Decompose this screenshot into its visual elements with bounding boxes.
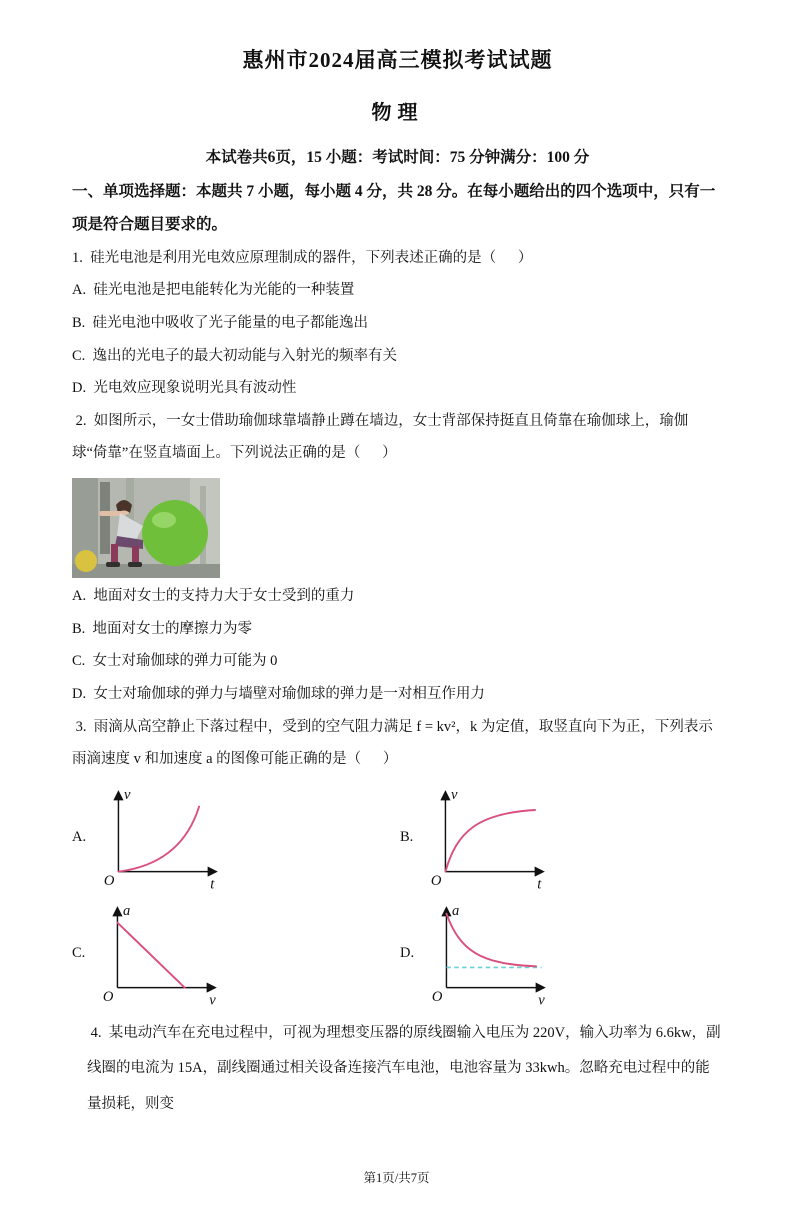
- section-header: 一、单项选择题：本题共 7 小题，每小题 4 分，共 28 分。在每小题给出的四个选项中，只有一项是符合题目要求的。: [72, 183, 716, 234]
- origin-label: O: [431, 872, 442, 889]
- x-axis-label: t: [210, 876, 215, 893]
- question-4: [72, 1016, 723, 1123]
- y-axis-label: a: [123, 902, 131, 919]
- question-1-option-a: A. 硅光电池是把电能转化为光能的一种装置: [72, 282, 355, 299]
- exam-title: 惠州市2024届高三模拟考试试题: [242, 48, 553, 72]
- curve-c: [118, 922, 185, 987]
- origin-label: O: [103, 872, 115, 889]
- question-1-option-b: B. 硅光电池中吸收了光子能量的电子都能逸出: [72, 314, 369, 331]
- question-4-stem: 4. 某电动汽车在充电过程中，可视为理想变压器的原线圈输入电压为 220V，输入功率为 6.6kw，副线圈的电流为 15A，副线圈通过相关设备连接汽车电池，电池容量为 33kwh。忽略充电过程中的能量损耗，则变: [87, 1024, 721, 1112]
- y-axis-label: v: [124, 786, 131, 803]
- x-axis-label: t: [537, 876, 542, 893]
- question-3-stem: 3. 雨滴从高空静止下落过程中，受到的空气阻力满足 f = kv²，k 为定值，取竖直向下为正，下列表示雨滴速度 v 和加速度 a 的图像可能正确的是（ ）: [72, 718, 713, 768]
- question-2-option-c: C. 女士对瑜伽球的弹力可能为 0: [72, 653, 278, 670]
- curve-d: [447, 913, 537, 966]
- small-yellow-ball: [75, 550, 97, 572]
- x-axis-label: v: [538, 992, 545, 1009]
- graph-option-b: [400, 782, 551, 894]
- x-axis-label: v: [209, 992, 217, 1009]
- question-3-graphs: [72, 782, 723, 1010]
- yoga-ball-photo: [72, 478, 220, 578]
- y-axis-label: a: [452, 902, 460, 919]
- question-2-option-b: B. 地面对女士的摩擦力为零: [72, 620, 253, 637]
- graph-option-d: [400, 898, 552, 1010]
- page-number-footer: 第1页/共7页: [363, 1171, 430, 1186]
- origin-label: O: [431, 988, 443, 1005]
- origin-label: O: [103, 988, 114, 1005]
- graph-a-label: A.: [72, 829, 87, 846]
- y-axis-label: v: [451, 786, 458, 803]
- question-3: [72, 711, 723, 1010]
- graph-c-label: C.: [72, 945, 86, 962]
- question-2-stem: 2. 如图所示，一女士借助瑜伽球靠墙静止蹲在墙边，女士背部保持挺直且倚靠在瑜伽球上，瑜伽球“倚靠”在竖直墙面上。下列说法正确的是（ ）: [72, 412, 689, 462]
- question-2-option-a: A. 地面对女士的支持力大于女士受到的重力: [72, 588, 355, 604]
- curve-b: [446, 810, 536, 872]
- graph-b-label: B.: [400, 829, 414, 846]
- question-1: [72, 242, 723, 405]
- question-1-option-d: D. 光电效应现象说明光具有波动性: [72, 380, 297, 397]
- question-1-option-c: C. 逸出的光电子的最大初动能与入射光的频率有关: [72, 347, 398, 364]
- question-2: [72, 405, 723, 711]
- question-1-stem: 1. 硅光电池是利用光电效应原理制成的器件，下列表述正确的是（ ）: [72, 249, 533, 266]
- graph-a-vt-concave-up: [98, 782, 224, 894]
- curve-a: [119, 806, 200, 871]
- graph-c-av-linear: [97, 898, 223, 1010]
- question-2-option-d: D. 女士对瑜伽球的弹力与墙壁对瑜伽球的弹力是一对相互作用力: [72, 685, 485, 702]
- graph-option-c: [72, 898, 400, 1010]
- green-yoga-ball: [142, 500, 208, 566]
- exam-info-line: 本试卷共6页，15 小题：考试时间：75 分钟满分：100 分: [205, 149, 590, 166]
- graph-option-a: [72, 782, 400, 894]
- exam-subject: 物理: [371, 102, 424, 124]
- yoga-ball-figure: [72, 478, 723, 578]
- graph-d-label: D.: [400, 945, 415, 962]
- graph-d-av-asymptote: [426, 898, 552, 1010]
- graph-b-vt-concave-down: [425, 782, 551, 894]
